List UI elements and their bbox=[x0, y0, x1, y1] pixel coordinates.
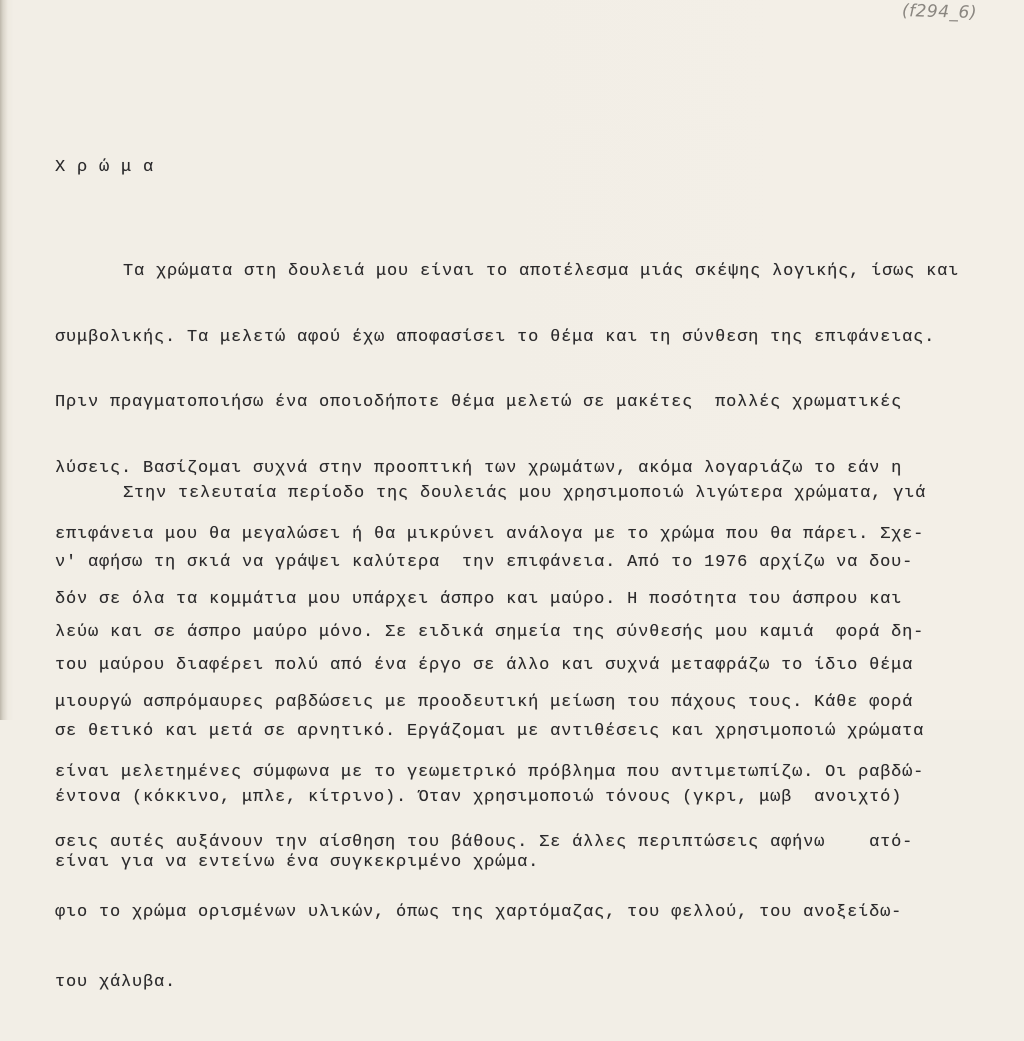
page-title: Χ ρ ώ μ α bbox=[55, 158, 155, 177]
text-line: μιουργώ ασπρόμαυρες ραβδώσεις με προοδευτική μείωση του πάχους τους. Κάθε φορά bbox=[55, 693, 914, 713]
text-line: σεις αυτές αυξάνουν την αίσθηση του βάθους. Σε άλλες περιπτώσεις αφήνω ατό- bbox=[55, 833, 914, 853]
text-line: σε θετικό και μετά σε αρνητικό. Εργάζομαι με αντιθέσεις και χρησιμοποιώ χρώματα bbox=[55, 721, 925, 741]
text-line: δόν σε όλα τα κομμάτια μου υπάρχει άσπρο και μαύρο. Η ποσότητα του άσπρου και bbox=[55, 590, 903, 610]
text-line: Πριν πραγματοποιήσω ένα οποιοδήποτε θέμα μελετώ σε μακέτες πολλές χρωματικές bbox=[55, 393, 903, 413]
text-line: Τα χρώματα στη δουλειά μου είναι το αποτέλεσμα μιάς σκέψης λογικής, ίσως και bbox=[123, 261, 960, 281]
text-line: Στην τελευταία περίοδο της δουλειάς μου χρησιμοποιώ λιγώτερα χρώματα, γιά bbox=[123, 483, 927, 503]
text-line: ν' αφήσω τη σκιά να γράψει καλύτερα την επιφάνεια. Από το 1976 αρχίζω να δου- bbox=[55, 553, 914, 573]
text-line: συμβολικής. Τα μελετώ αφού έχω αποφασίσει το θέμα και τη σύνθεση της επιφάνειας. bbox=[55, 327, 936, 347]
text-line: του χάλυβα. bbox=[55, 972, 177, 992]
text-line: φιο το χρώμα ορισμένων υλικών, όπως της χαρτόμαζας, του φελλού, του ανοξείδω- bbox=[55, 902, 903, 922]
paragraph-2 bbox=[55, 435, 926, 1041]
text-line: λύσεις. Βασίζομαι συχνά στην προοπτική των χρωμάτων, ακόμα λογαριάζω το εάν η bbox=[55, 458, 903, 478]
text-line: είναι για να εντείνω ένα συγκεκριμένο χρώμα. bbox=[55, 853, 540, 873]
text-line: επιφάνεια μου θα μεγαλώσει ή θα μικρύνει ανάλογα με το χρώμα που θα πάρει. Σχε- bbox=[55, 524, 925, 544]
handwritten-reference-note: (f294_6) bbox=[901, 1, 978, 23]
text-line: λεύω και σε άσπρο μαύρο μόνο. Σε ειδικά σημεία της σύνθεσής μου καμιά φορά δη- bbox=[55, 623, 925, 643]
text-line: είναι μελετημένες σύμφωνα με το γεωμετρικό πρόβλημα που αντιμετωπίζω. Οι ραβδώ- bbox=[55, 763, 925, 783]
text-line: του μαύρου διαφέρει πολύ από ένα έργο σε άλλο και συχνά μεταφράζω το ίδιο θέμα bbox=[55, 656, 914, 676]
text-line: έντονα (κόκκινο, μπλε, κίτρινο). Όταν χρησιμοποιώ τόνους (γκρι, μωβ ανοιχτό) bbox=[55, 787, 903, 807]
